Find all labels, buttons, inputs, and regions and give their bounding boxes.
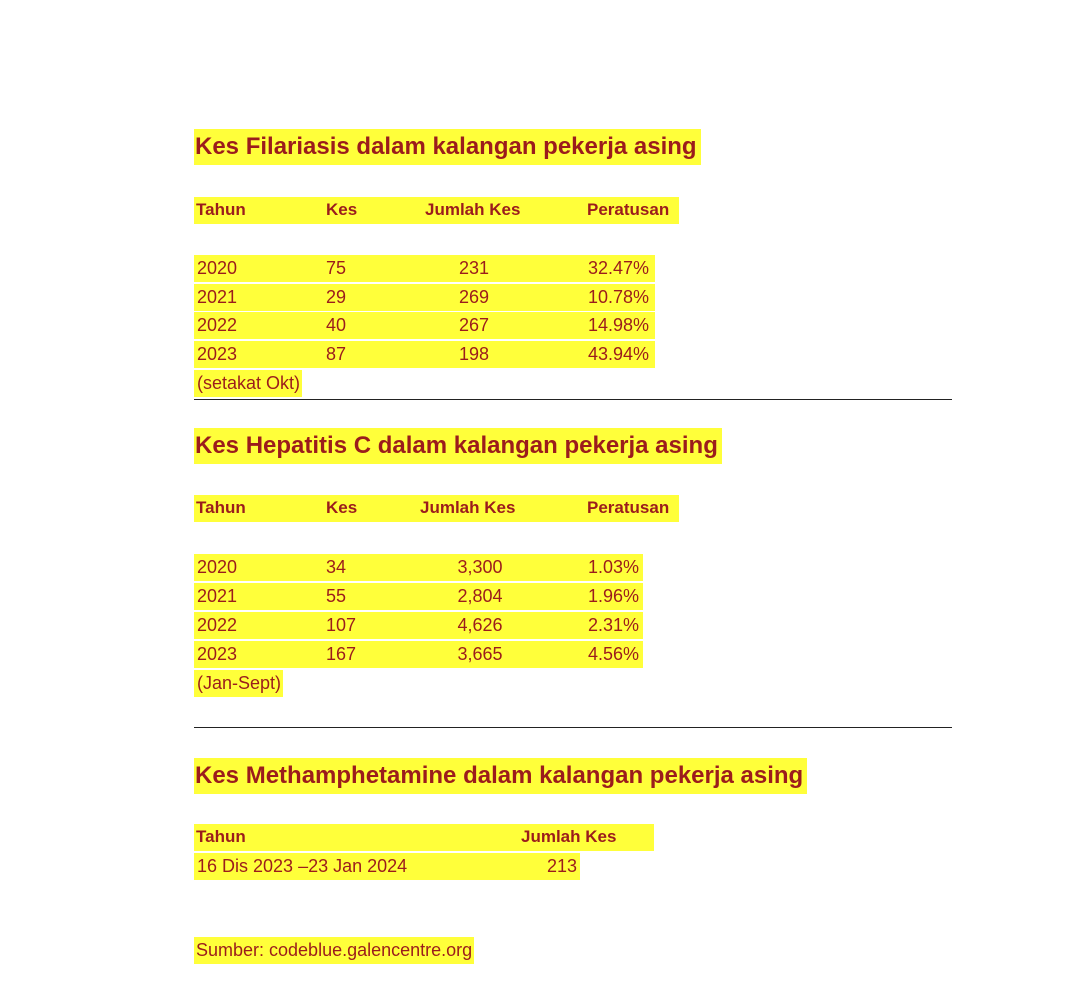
filariasis-header-year: Tahun <box>196 200 246 219</box>
row-cases: 29 <box>326 287 347 307</box>
filariasis-header-percent: Peratusan <box>587 200 670 219</box>
row-percent: 1.03% <box>588 557 640 577</box>
table-row <box>194 312 655 339</box>
row-year: 2021 <box>197 287 238 307</box>
row-total: 2,804 <box>457 586 503 606</box>
row-total: 269 <box>458 287 490 307</box>
hepatitis-header-year: Tahun <box>196 498 246 517</box>
row-total: 267 <box>458 315 490 335</box>
table-row <box>194 341 655 368</box>
filariasis-title: Kes Filariasis dalam kalangan pekerja asing <box>194 129 701 165</box>
row-cases: 87 <box>326 344 347 364</box>
table-row <box>194 583 643 610</box>
table-row <box>194 284 655 311</box>
meth-header-total: Jumlah Kes <box>521 827 617 846</box>
hepatitis-title: Kes Hepatitis C dalam kalangan pekerja asing <box>194 428 722 464</box>
row-total: 3,300 <box>457 557 503 577</box>
meth-header-row <box>194 824 654 851</box>
meth-title: Kes Methamphetamine dalam kalangan pekerja asing <box>194 758 807 794</box>
row-cases: 34 <box>326 557 347 577</box>
filariasis-header-row <box>194 197 679 224</box>
row-percent: 10.78% <box>588 287 650 307</box>
row-percent: 14.98% <box>588 315 650 335</box>
filariasis-header-total: Jumlah Kes <box>425 200 521 219</box>
row-total: 213 <box>547 856 578 876</box>
table-row <box>194 612 643 639</box>
row-period: 16 Dis 2023 –23 Jan 2024 <box>197 856 408 876</box>
row-year: 2020 <box>197 557 238 577</box>
filariasis-header-cases: Kes <box>326 200 358 219</box>
filariasis-note: (setakat Okt) <box>194 370 302 397</box>
row-year: 2021 <box>197 586 238 606</box>
section-divider <box>194 727 952 728</box>
row-year: 2020 <box>197 258 238 278</box>
row-year: 2022 <box>197 615 238 635</box>
hepatitis-header-total: Jumlah Kes <box>420 498 516 517</box>
section-divider <box>194 399 952 400</box>
row-total: 231 <box>458 258 490 278</box>
source-text: Sumber: codeblue.galencentre.org <box>194 937 474 964</box>
row-cases: 55 <box>326 586 347 606</box>
table-row <box>194 255 655 282</box>
row-cases: 107 <box>326 615 357 635</box>
meth-header-year: Tahun <box>196 827 246 846</box>
hepatitis-header-percent: Peratusan <box>587 498 670 517</box>
table-row <box>194 554 643 581</box>
row-total: 4,626 <box>457 615 503 635</box>
row-percent: 4.56% <box>588 644 640 664</box>
row-year: 2023 <box>197 344 238 364</box>
row-cases: 40 <box>326 315 347 335</box>
hepatitis-header-row <box>194 495 679 522</box>
row-percent: 43.94% <box>588 344 650 364</box>
hepatitis-note: (Jan-Sept) <box>194 670 283 697</box>
row-cases: 75 <box>326 258 347 278</box>
row-year: 2022 <box>197 315 238 335</box>
row-percent: 1.96% <box>588 586 640 606</box>
row-total: 198 <box>458 344 490 364</box>
row-percent: 2.31% <box>588 615 640 635</box>
row-cases: 167 <box>326 644 357 664</box>
hepatitis-header-cases: Kes <box>326 498 358 517</box>
table-row <box>194 641 643 668</box>
row-year: 2023 <box>197 644 238 664</box>
row-total: 3,665 <box>457 644 503 664</box>
table-row <box>194 853 580 880</box>
row-percent: 32.47% <box>588 258 650 278</box>
